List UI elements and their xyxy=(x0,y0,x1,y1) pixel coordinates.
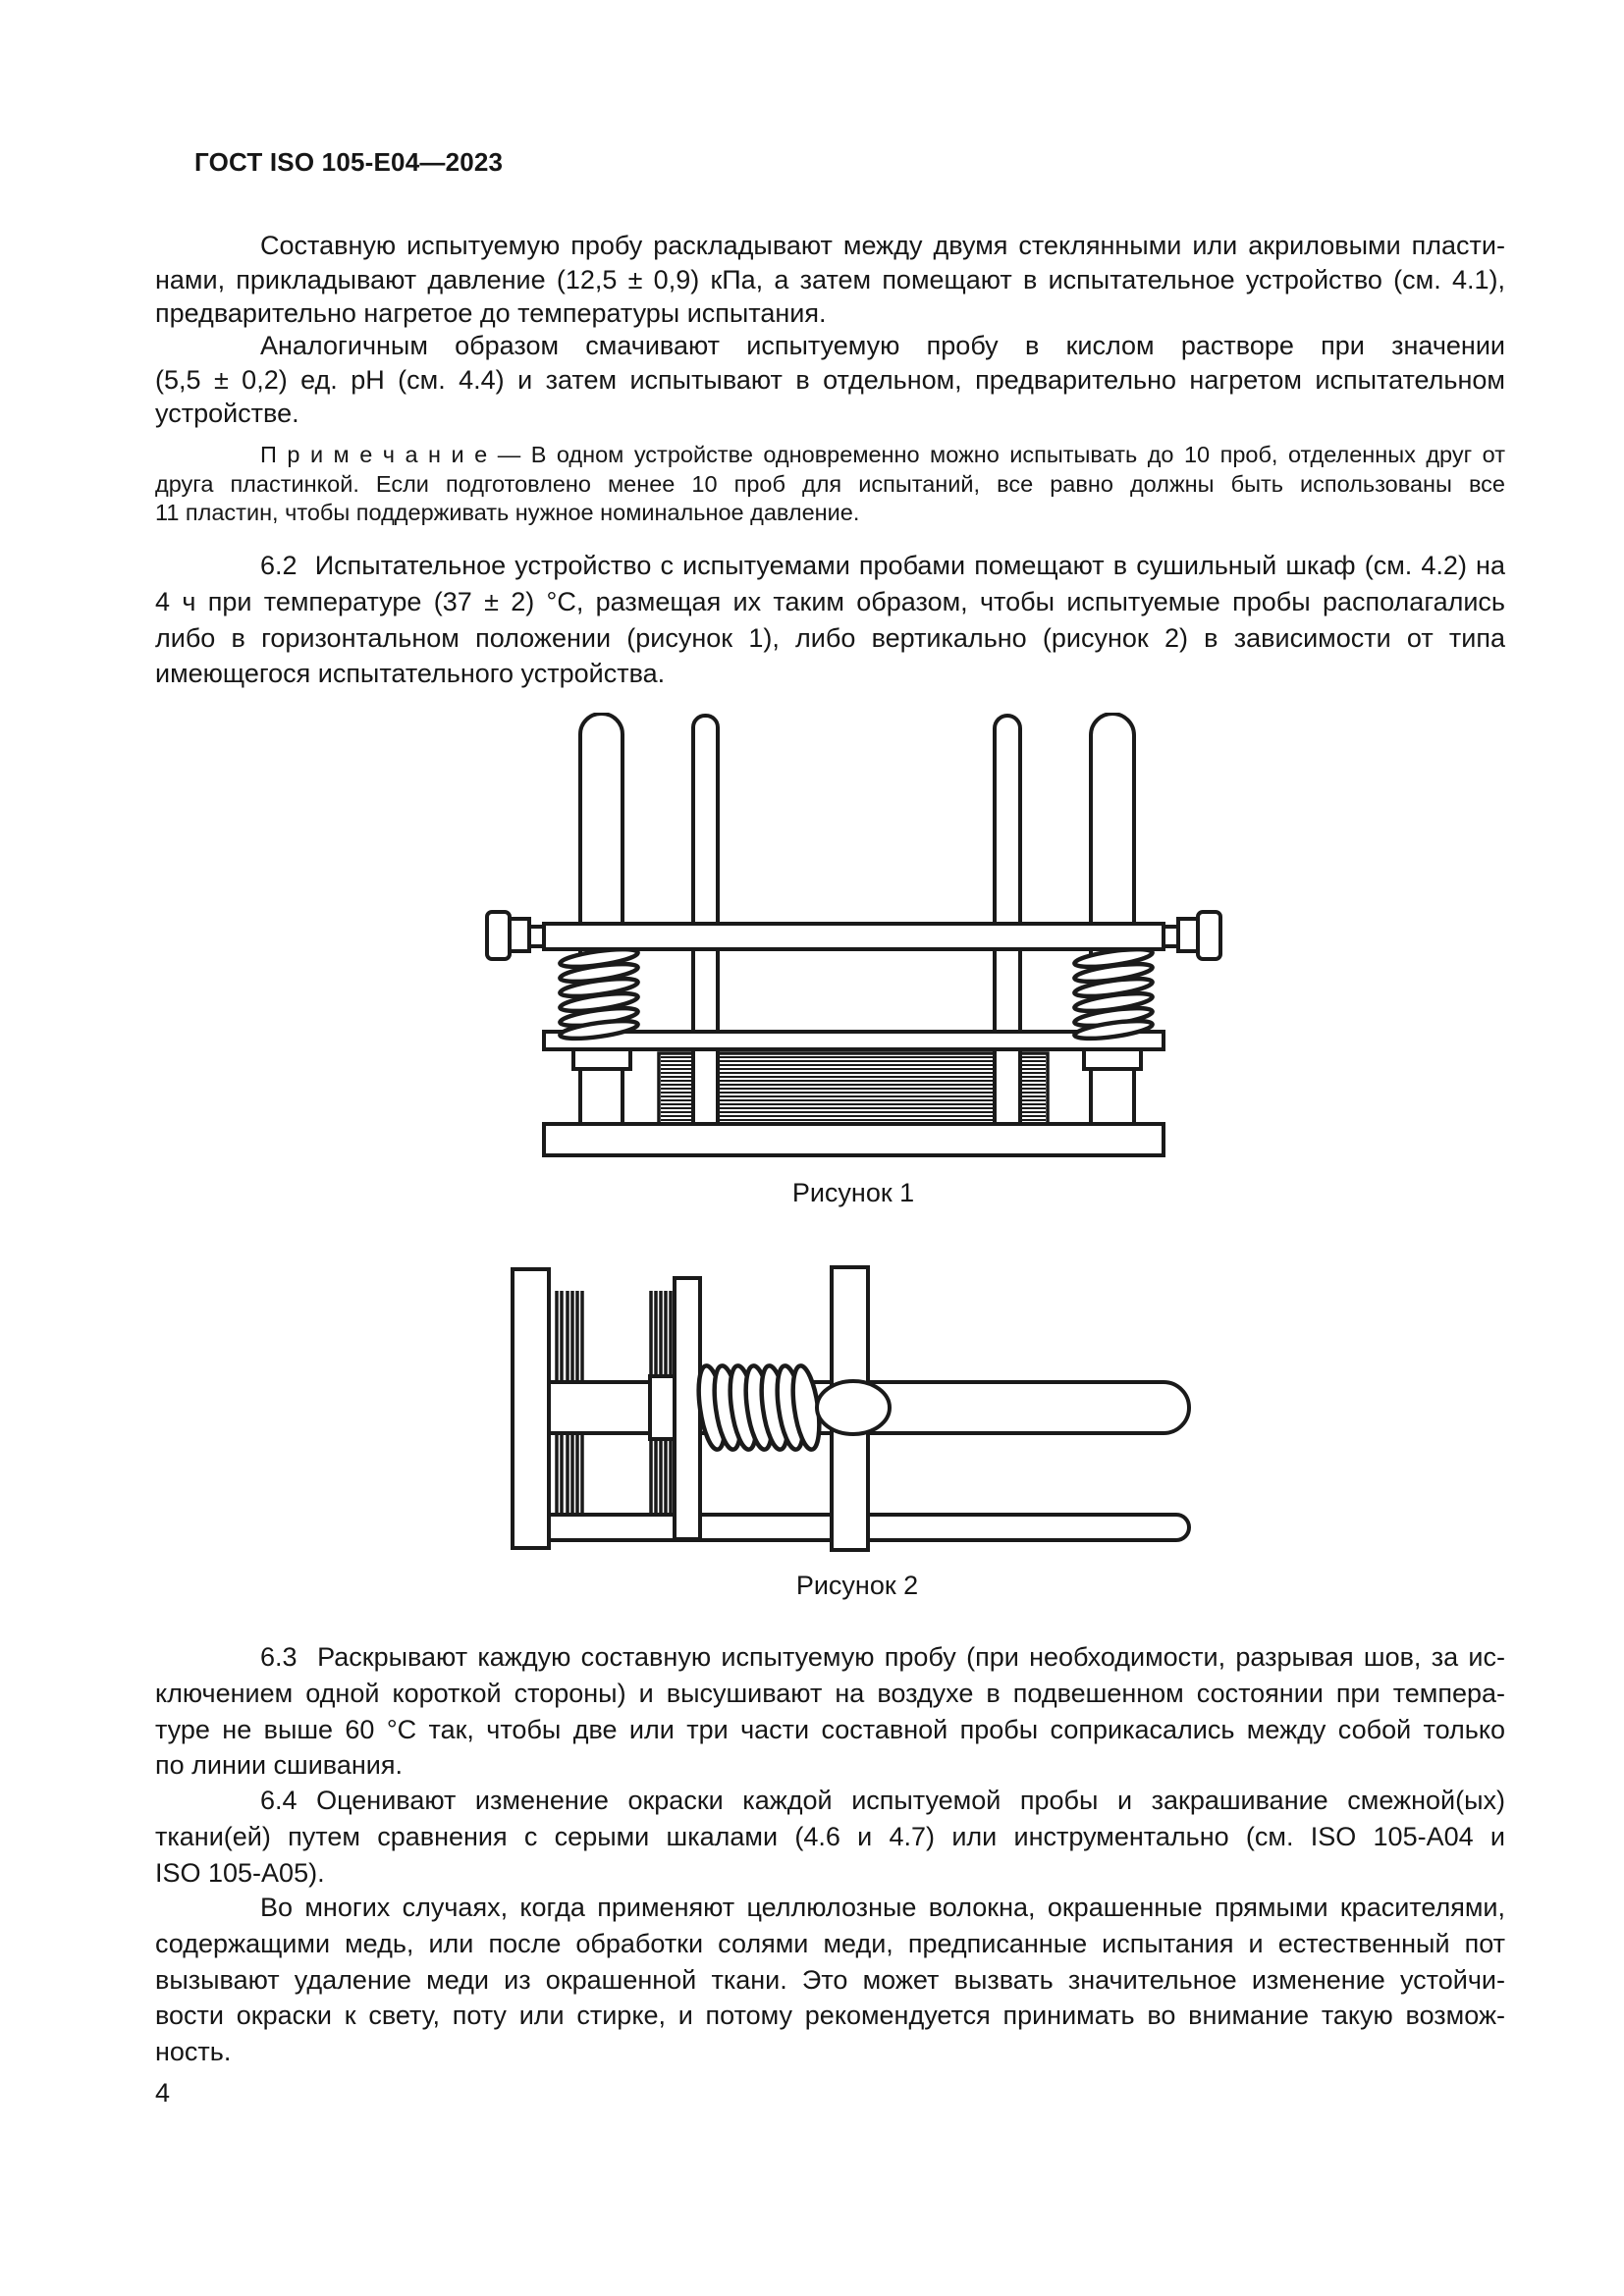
paragraph-acid-solution xyxy=(155,329,1505,431)
spring-left xyxy=(559,946,638,1042)
paragraph-6-3 xyxy=(155,1639,1505,1784)
text-line: друга пластинкой. Если подготовлено менее 10 проб для испытаний, все равно должны быть использованы все xyxy=(155,470,1505,497)
figure-1-drawing xyxy=(483,713,1229,1164)
text-line: ткани(ей) путем сравнения с серыми шкалами (4.6 и 4.7) или инструментально (см. ISO 105-A04 и xyxy=(155,1821,1505,1851)
text-line: нами, прикладывают давление (12,5 ± 0,9) кПа, а затем помещают в испытательное устройство (см. 4.1), xyxy=(155,264,1505,294)
text-line: предварительно нагретое до температуры испытания. xyxy=(155,298,827,328)
text-line: 6.2 Испытательное устройство с испытуемами пробами помещают в сушильный шкаф (см. 4.2) на xyxy=(260,551,1505,580)
text-line: вости окраски к свету, поту или стирке, и потому рекомендуется принимать во внимание такую возмож- xyxy=(155,2001,1505,2031)
text-line: либо в горизонтальном положении (рисунок 1), либо вертикально (рисунок 2) в зависимости от типа xyxy=(155,622,1505,653)
text-line: Аналогичным образом смачивают испытуемую пробу в кислом растворе при значении xyxy=(260,331,1505,360)
figure-2-caption: Рисунок 2 xyxy=(795,1571,919,1600)
text-line: П р и м е ч а н и е — В одном устройстве одновременно можно испытывать до 10 проб, отделенных друг от xyxy=(260,442,1505,467)
text-line: (5,5 ± 0,2) ед. pH (см. 4.4) и затем испытывают в отдельном, предварительно нагретом испытательном xyxy=(155,364,1505,395)
end-plate xyxy=(513,1269,549,1548)
paragraph-6-4 xyxy=(155,1783,1505,1891)
text-line: имеющегося испытательного устройства. xyxy=(155,659,666,689)
pressure-plate xyxy=(544,1032,1164,1049)
text-line: ность. xyxy=(155,2037,232,2067)
spring xyxy=(694,1364,824,1452)
paragraph-6-2 xyxy=(155,548,1505,692)
spring-right xyxy=(1073,946,1153,1042)
paragraph-copper-note xyxy=(155,1890,1505,2070)
text-line: 11 пластин, чтобы поддерживать нужное номинальное давление. xyxy=(155,500,860,525)
page-number: 4 xyxy=(155,2078,171,2108)
figure-2-svg xyxy=(511,1264,1198,1555)
text-line: Составную испытуемую пробу раскладывают между двумя стеклянными или акриловыми пласти- xyxy=(260,231,1505,260)
frame-upright-middle xyxy=(675,1278,700,1539)
text-line: туре не выше 60 °С так, чтобы две или три части составной пробы соприкасались между собой только xyxy=(155,1714,1505,1744)
text-line: по линии сшивания. xyxy=(155,1750,403,1781)
text-line: 4 ч при температуре (37 ± 2) °С, размещая их таким образом, чтобы испытуемые пробы располагались xyxy=(155,586,1505,616)
text-line: вызывают удаление меди из окрашенной ткани. Это может вызвать значительное изменение устойчи- xyxy=(155,1964,1505,1995)
base-plate xyxy=(544,1124,1164,1155)
text-line: ключением одной короткой стороны) и высушивают на воздухе в подвешенном состоянии при темпера- xyxy=(155,1678,1505,1708)
knob xyxy=(817,1381,890,1434)
clamp-block xyxy=(650,1376,676,1439)
note-block xyxy=(155,441,1505,528)
text-line: Во многих случаях, когда применяют целлюлозные волокна, окрашенные прямыми красителями, xyxy=(260,1893,1505,1922)
figure-1-caption: Рисунок 1 xyxy=(791,1178,915,1207)
text-line: содержащими медь, или после обработки солями меди, предписанные испытания и естественный пот xyxy=(155,1928,1505,1958)
spacer-block-right xyxy=(1084,1049,1141,1069)
text-line: 6.3 Раскрывают каждую составную испытуемую пробу (при необходимости, разрывая шов, за ис- xyxy=(260,1642,1505,1672)
text-line: 6.4 Оценивают изменение окраски каждой испытуемой пробы и закрашивание смежной(ых) xyxy=(260,1786,1505,1815)
text-line: устройстве. xyxy=(155,399,299,428)
figure-1-svg xyxy=(483,713,1229,1164)
running-header: ГОСТ ISO 105-E04—2023 xyxy=(194,147,504,177)
spacer-block-left xyxy=(573,1049,630,1069)
text-line: ISO 105-A05). xyxy=(155,1857,325,1888)
paragraph-pressure xyxy=(155,229,1505,331)
figure-2-drawing xyxy=(511,1264,1198,1555)
